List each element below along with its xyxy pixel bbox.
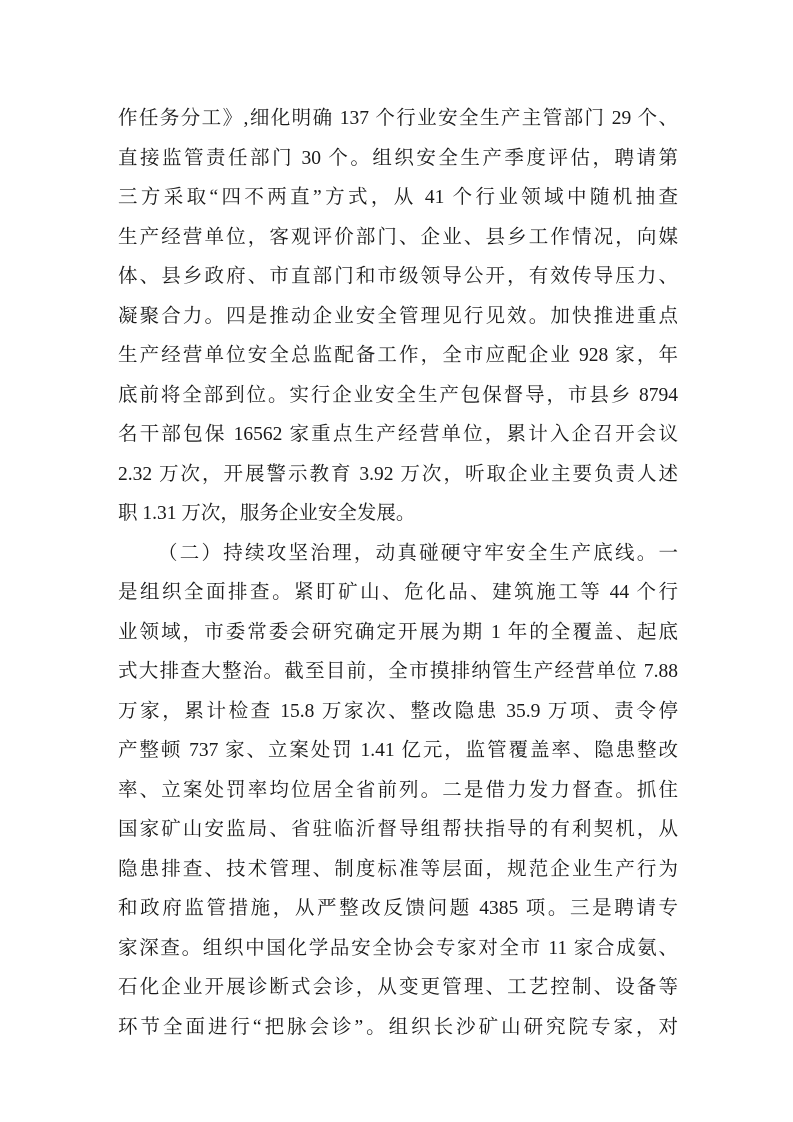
text-line: 作任务分工》,细化明确 137 个行业安全生产主管部门 29 个、 [118,108,678,129]
text-line: （二）持续攻坚治理，动真碰硬守牢安全生产底线。一 [158,542,678,564]
text-line: 三方采取“四不两直”方式，从 41 个行业领域中随机抽查 [118,187,678,208]
text-line: 石化企业开展诊断式会诊，从变更管理、工艺控制、设备等 [118,977,678,998]
text-line: 国家矿山安监局、省驻临沂督导组帮扶指导的有利契机，从 [118,819,678,840]
text-line: 2.32 万次，开展警示教育 3.92 万次，听取企业主要负责人述 [118,463,678,485]
text-line: 生产经营单位，客观评价部门、企业、县乡工作情况，向媒 [118,226,678,248]
text-line: 万家，累计检查 15.8 万家次、整改隐患 35.9 万项、责令停 [118,700,678,722]
text-line: 家深查。组织中国化学品安全协会专家对全市 11 家合成氨、 [118,937,678,959]
text-line: 底前将全部到位。实行企业安全生产包保督导，市县乡 8794 [118,384,678,406]
paragraph [118,99,678,534]
text-line: 生产经营单位安全总监配备工作，全市应配企业 928 家，年 [118,345,678,366]
text-line: 职 1.31 万次，服务企业安全发展。 [118,503,416,524]
text-line: 产整顿 737 家、立案处罚 1.41 亿元，监管覆盖率、隐患整改 [118,740,678,761]
text-line: 式大排查大整治。截至目前，全市摸排纳管生产经营单位 7.88 [118,661,678,682]
paragraph [118,534,678,1048]
body-text [118,99,678,1047]
text-line: 直接监管责任部门 30 个。组织安全生产季度评估，聘请第 [118,147,678,169]
text-line: 隐患排查、技术管理、制度标准等层面，规范企业生产行为 [118,858,678,880]
text-line: 名干部包保 16562 家重点生产经营单位，累计入企召开会议 [118,424,678,445]
text-line: 是组织全面排查。紧盯矿山、危化品、建筑施工等 44 个行 [118,582,678,603]
text-line: 和政府监管措施，从严整改反馈问题 4385 项。三是聘请专 [118,898,678,919]
text-line: 业领域，市委常委会研究确定开展为期 1 年的全覆盖、起底 [118,621,678,643]
text-line: 环节全面进行“把脉会诊”。组织长沙矿山研究院专家，对 [118,1016,678,1038]
text-line: 体、县乡政府、市直部门和市级领导公开，有效传导压力、 [118,266,678,287]
text-line: 率、立案处罚率均位居全省前列。二是借力发力督查。抓住 [118,779,678,801]
text-line: 凝聚合力。四是推动企业安全管理见行见效。加快推进重点 [118,305,678,327]
